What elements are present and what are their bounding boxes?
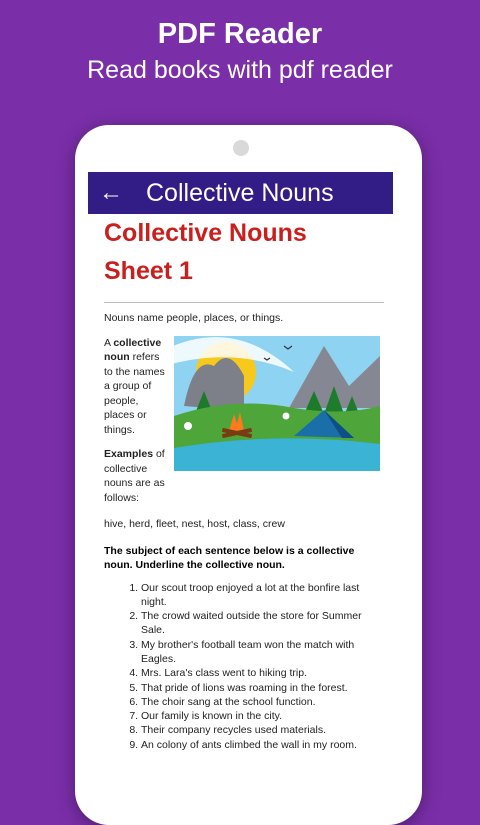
instruction-text: The subject of each sentence below is a collective noun. Underline the collective noun. xyxy=(104,544,355,571)
list-item: 7. Our family is known in the city. xyxy=(141,709,384,723)
phone-screen xyxy=(88,172,393,751)
definition-lead: A xyxy=(104,336,114,349)
definition-bold: collective noun xyxy=(104,336,162,363)
list-item: 4. Mrs. Lara's class went to hiking trip. xyxy=(141,666,384,680)
camera-icon xyxy=(233,140,249,156)
camping-illustration xyxy=(174,336,380,471)
examples-bold: Examples xyxy=(104,448,154,460)
list-item: 3. My brother's football team won the match with Eagles. xyxy=(141,638,384,667)
promo-subtitle: Read books with pdf reader xyxy=(87,56,393,84)
document-title-line2: Sheet 1 xyxy=(104,257,193,285)
examples-rest: of collective nouns are as follows: xyxy=(104,448,165,504)
list-item: 1. Our scout troop enjoyed a lot at the bonfire last night. xyxy=(141,581,384,610)
list-item: 5. That pride of lions was roaming in the forest. xyxy=(141,681,384,695)
list-item: 8. Their company recycles used materials. xyxy=(141,723,384,737)
app-bar-title: Collective Nouns xyxy=(146,178,334,207)
document-title-line1: Collective Nouns xyxy=(104,219,307,247)
sentence-list xyxy=(104,581,384,753)
pdf-page[interactable] xyxy=(104,214,384,752)
intro-text: Nouns name people, places, or things. xyxy=(104,312,284,324)
app-bar xyxy=(88,172,393,214)
definition-text xyxy=(104,336,170,506)
divider xyxy=(104,302,384,303)
list-item: 6. The choir sang at the school function. xyxy=(141,695,384,709)
list-item: 2. The crowd waited outside the store for Summer Sale. xyxy=(141,609,384,638)
list-item: 9. An colony of ants climbed the wall in my room. xyxy=(141,738,384,752)
definition-rest: refers to the names a group of people, places or things. xyxy=(104,351,165,436)
arrow-left-icon[interactable]: ← xyxy=(99,179,123,206)
promo-title: PDF Reader xyxy=(157,18,323,50)
definition-section xyxy=(104,336,384,506)
examples-list: hive, herd, fleet, nest, host, class, crew xyxy=(104,518,285,530)
